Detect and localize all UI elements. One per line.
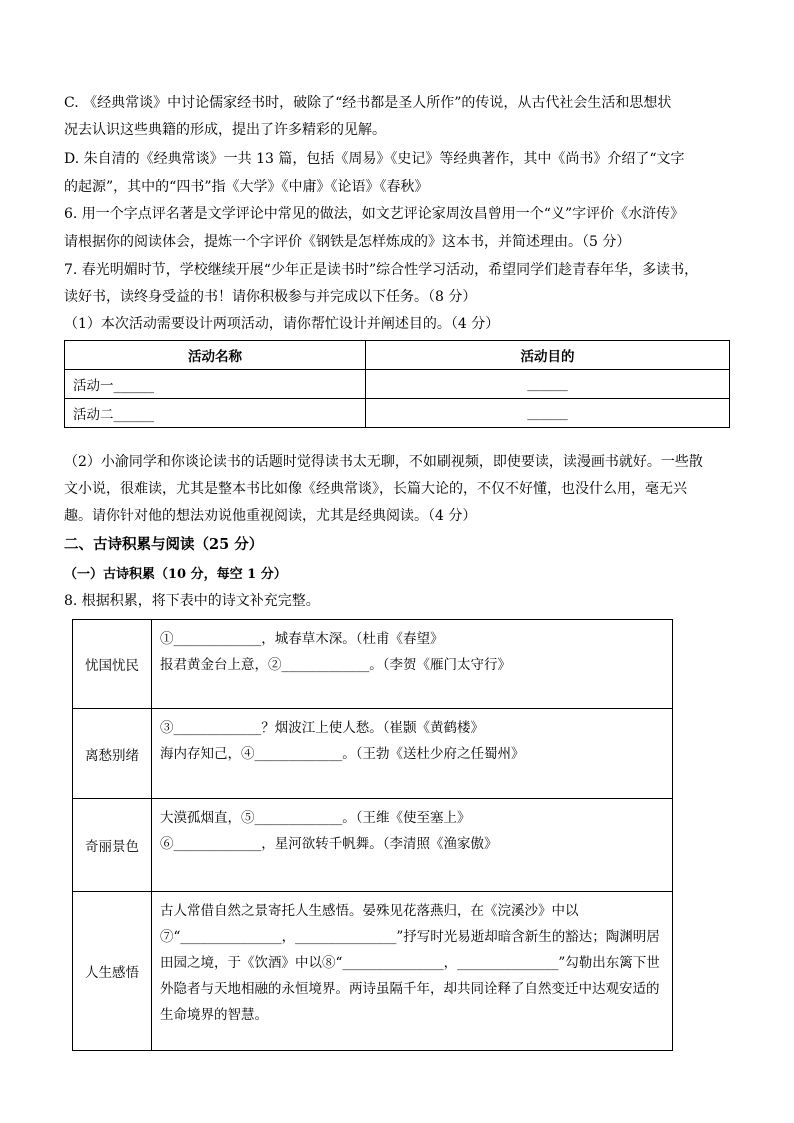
- poem-table: [72, 619, 673, 1051]
- table-row: [73, 709, 673, 799]
- option-d-line-2: 的起源”，其中的“四书”指《大学》《中庸》《论语》《春秋》: [64, 179, 429, 195]
- poem-line: 大漠孤烟直，⑤_____________。（王维《使至塞上》: [160, 810, 471, 826]
- category-cell: 离愁别绪: [73, 709, 152, 799]
- category-cell: 人生感悟: [73, 892, 152, 1051]
- question-7-line-1: 7. 春光明媚时节，学校继续开展“少年正是读书时”综合性学习活动，希望同学们趁青春年华，多读书，: [64, 262, 699, 278]
- question-7-2-line-2: 文小说，很难读，尤其是整本书比如像《经典常谈》，长篇大论的，不仅不好懂，也没什么用，毫无兴: [64, 481, 687, 497]
- activity-purpose-cell[interactable]: ______: [366, 370, 730, 399]
- question-7-1: （1）本次活动需要设计两项活动，请你帮忙设计并阐述目的。（4 分）: [64, 316, 500, 332]
- question-7-line-2: 读好书，读终身受益的书！请你积极参与并完成以下任务。（8 分）: [64, 289, 477, 305]
- question-8: 8. 根据积累，将下表中的诗文补充完整。: [64, 593, 320, 609]
- option-c-line-2: 况去认识这些典籍的形成，提出了许多精彩的见解。: [64, 122, 386, 138]
- poem-line: ⑥_____________，星河欲转千帆舞。（李清照《渔家傲》: [160, 836, 498, 852]
- activity-table-header: [65, 341, 730, 370]
- question-7-2-line-3: 趣。请你针对他的想法劝说他重视阅读，尤其是经典阅读。（4 分）: [64, 508, 477, 524]
- activity-name-cell[interactable]: 活动二______: [65, 399, 366, 428]
- content-cell[interactable]: [152, 892, 673, 1051]
- question-6-line-2: 请根据你的阅读体会，提炼一个字评价《钢铁是怎样炼成的》这本书，并简述理由。（5 分）: [64, 234, 631, 250]
- activity-table: [64, 340, 730, 428]
- activity-purpose-cell[interactable]: ______: [366, 399, 730, 428]
- option-d-line-1: D. 朱自清的《经典常谈》一共 13 篇，包括《周易》《史记》等经典著作，其中《尚书》介绍了“文字: [64, 151, 685, 167]
- poem-line: ③_____________？烟波江上使人愁。（崔颢《黄鹤楼》: [160, 720, 484, 736]
- option-c-line-1: C. 《经典常谈》中讨论儒家经书时，破除了“经书都是圣人所作”的传说，从古代社会生活和思想状: [64, 95, 672, 111]
- content-cell[interactable]: [152, 620, 673, 709]
- table-row: [73, 799, 673, 892]
- activity-name-cell[interactable]: 活动一______: [65, 370, 366, 399]
- activity-name-header: 活动名称: [65, 341, 366, 370]
- content-cell[interactable]: [152, 799, 673, 892]
- activity-purpose-header: 活动目的: [366, 341, 730, 370]
- poem-line: 报君黄金台上意，②_____________。（李贺《雁门太守行》: [160, 657, 511, 673]
- table-row: [73, 892, 673, 1051]
- question-6-line-1: 6. 用一个字点评名著是文学评论中常见的做法，如文艺评论家周汝昌曾用一个“义”字评价《水浒传》: [64, 206, 685, 222]
- category-cell: 忧国忧民: [73, 620, 152, 709]
- table-row: [65, 399, 730, 428]
- section-title: 二、古诗积累与阅读（25 分）: [64, 536, 264, 553]
- table-row: [73, 620, 673, 709]
- category-cell: 奇丽景色: [73, 799, 152, 892]
- subsection-title: （一）古诗积累（10 分，每空 1 分）: [64, 567, 287, 582]
- poem-line: 海内存知己，④_____________。（王勃《送杜少府之任蜀州》: [160, 746, 525, 762]
- poem-line: ①_____________，城春草木深。（杜甫《春望》: [160, 631, 444, 647]
- table-row: [65, 370, 730, 399]
- poem-paragraph: 古人常借自然之景寄托人生感悟。晏殊见花落燕归，在《浣溪沙》中以⑦“_______________，_______________”抒写时光易逝却暗含新生的豁达；陶渊明居田园之境，于《饮酒》中以⑧“_______________，_______________”勾勒出东篱下世外隐者与天地相融的永恒境界。两诗虽隔千年，却共同诠释了自然变迁中达观安适的生命境界的智慧。: [160, 903, 660, 1023]
- content-cell[interactable]: [152, 709, 673, 799]
- question-7-2-line-1: （2）小渝同学和你谈论读书的话题时觉得读书太无聊，不如刷视频，即使要读，读漫画书就好。一些散: [64, 454, 703, 470]
